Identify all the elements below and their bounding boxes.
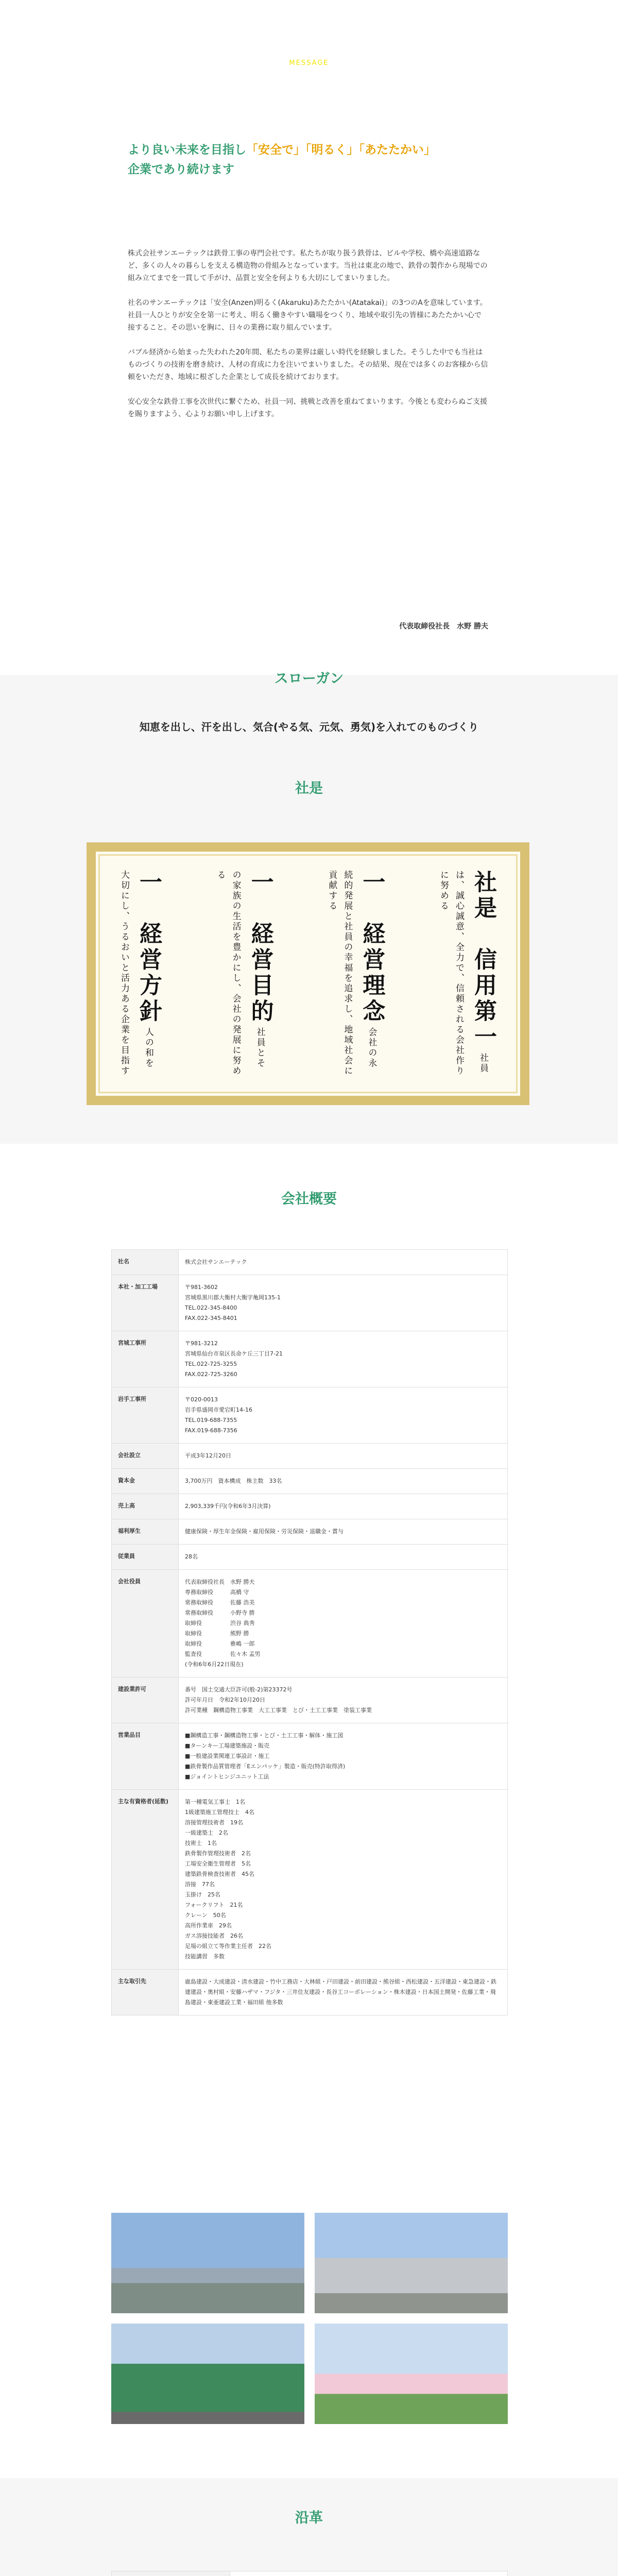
overview-value: ■鋼構造工事・鋼構造物工事・とび・土工工事・解体・施工図 ■ターンキー工場建築施設・販売 ■一般建設業関連工事設計・施工 ■鉄骨製作品質管理者「Eエンパッケ」製造・販売(特許取得済) ■ジョイントヒンジユニット工法 bbox=[179, 1723, 508, 1790]
motto-column bbox=[116, 870, 165, 1077]
heading-bright: 「明るく」 bbox=[305, 143, 359, 157]
history-table bbox=[111, 2571, 508, 2576]
overview-row bbox=[112, 1331, 508, 1387]
overview-value: 28名 bbox=[179, 1545, 508, 1570]
motto-heading: 一 経営方針 bbox=[135, 870, 162, 1025]
motto-text: 社員は、誠心誠意、全力で、信頼される会社作りに努める bbox=[438, 870, 488, 1076]
overview-key: 社名 bbox=[112, 1250, 179, 1275]
motto-heading: 社是 信用第一 bbox=[470, 870, 496, 1050]
history-section bbox=[0, 2478, 618, 2576]
motto-heading: 一 経営理念 bbox=[358, 870, 385, 1025]
overview-key: 従業員 bbox=[112, 1545, 179, 1570]
overview-key: 会社設立 bbox=[112, 1444, 179, 1469]
overview-value: 健康保険・厚生年金保険・雇用保険・労災保険・退職金・賞与 bbox=[179, 1519, 508, 1545]
motto-text: 社員とその家族の生活を豊かにし、会社の発展に努める bbox=[215, 870, 265, 1076]
heading-line2: 企業であり続けます bbox=[128, 163, 234, 176]
message-paragraph: バブル経済から始まった失われた20年間、私たちの業界は厳しい時代を経験しました。そうした中でも当社はものづくりの技術を磨き続け、人材の育成に力を注いでまいりました。その結果、現在では多くのお客様から信頼をいただき、地域に根ざした企業として成長を続けております。 bbox=[128, 348, 488, 381]
overview-value: 番号 国土交通大臣許可(般-2)第23372号 許可年月日 令和2年10月20日 許可業種 鋼構造物工事業 大工工事業 とび・土工工事業 塗装工事業 bbox=[179, 1677, 508, 1723]
motto-certificate bbox=[87, 842, 529, 1105]
overview-key: 建設業許可 bbox=[112, 1677, 179, 1723]
overview-value: 3,700万円 資本構成 株主数 33名 bbox=[179, 1469, 508, 1494]
message-section bbox=[0, 0, 618, 675]
message-heading bbox=[128, 140, 488, 179]
overview-key: 資本金 bbox=[112, 1469, 179, 1494]
factory-photo bbox=[111, 2213, 304, 2313]
slogan-title: スローガン bbox=[274, 671, 344, 687]
overview-row bbox=[112, 1469, 508, 1494]
motto-text: 人の和を大切にし、うるおいと活力ある企業を目指す bbox=[119, 870, 153, 1076]
photo-gallery bbox=[111, 2213, 508, 2424]
overview-value: 鹿島建設・大成建設・清水建設・竹中工務店・大林組・戸田建設・前田建設・熊谷組・西松建設・五洋建設・東急建設・鉄建建設・奥村組・安藤ハザマ・フジタ・三井住友建設・長谷工コーポレーション・株木建設・日本国土開発・佐藤工業・飛島建設・東亜建設工業・福田組 他多数 bbox=[179, 1970, 508, 2015]
message-paragraph: 安心安全な鉄骨工事を次世代に繋ぐため、社員一同、挑戦と改善を重ねてまいります。今後とも変わらぬご支援を賜りますよう、心よりお願い申し上げます。 bbox=[128, 398, 487, 418]
motto-column bbox=[324, 870, 388, 1077]
heading-warm: 「あたたかい」 bbox=[358, 143, 436, 157]
overview-row bbox=[112, 1723, 508, 1790]
overview-key: 主な有資格者(延数) bbox=[112, 1790, 179, 1970]
motto-text: 会社の永続的発展と社員の幸福を追求し、地域社会に貢献する bbox=[327, 870, 377, 1076]
motto-column bbox=[436, 870, 500, 1077]
message-body bbox=[128, 247, 488, 433]
overview-key: 売上高 bbox=[112, 1494, 179, 1519]
overview-row bbox=[112, 1519, 508, 1545]
overview-title: 会社概要 bbox=[281, 1191, 337, 1207]
overview-key: 主な取引先 bbox=[112, 1970, 179, 2015]
overview-key: 営業品目 bbox=[112, 1723, 179, 1790]
message-paragraph: 株式会社サンエーテックは鉄骨工事の専門会社です。私たちが取り扱う鉄骨は、ビルや学校、橋や高速道路など、多くの人々の暮らしを支える構造物の骨組みとなっています。当社は東北の地で、鉄骨の製作から現場での組み立てまでを一貫して手がけ、品質と安全を何よりも大切にしてまいりました。 bbox=[128, 249, 488, 282]
message-label: MESSAGE bbox=[289, 59, 329, 67]
overview-value: 代表取締役社長 水野 勝夫 専務取締役 高橋 守 常務取締役 佐藤 浩美 常務取締役 小野寺 勝 取締役 渋谷 典秀 取締役 熊野 勝 取締役 雅嶋 一郎 監査役 佐々木 孟男 (令和6年6月22日現在) bbox=[179, 1570, 508, 1677]
motto-column bbox=[213, 870, 277, 1077]
overview-value: 〒981-3602 宮城県黒川郡大衡村大衡字亀岡135-1 TEL.022-345-8400 FAX.022-345-8401 bbox=[179, 1275, 508, 1331]
overview-row bbox=[112, 1970, 508, 2015]
overview-key: 本社・加工工場 bbox=[112, 1275, 179, 1331]
slogan-text: 知恵を出し、汗を出し、気合(やる気、元気、勇気)を入れてのものづくり bbox=[139, 721, 479, 733]
motto-heading: 一 経営目的 bbox=[247, 870, 273, 1025]
history-year bbox=[112, 2571, 230, 2576]
overview-key: 宮城工事所 bbox=[112, 1331, 179, 1387]
overview-value: 第一種電気工事士 1名 1級建築施工管理技士 4名 溶接管理技術者 19名 一級建築士 2名 技術士 1名 鉄骨製作管理技術者 2名 工場安全衛生管理者 5名 建築鉄骨検査技術者 45名 溶接 77名 玉掛け 25名 フォークリフト 21名 クレーン 50名 高所作業車 29名 ガス溶接技能者 26名 足場の組立て等作業主任者 22名 技能講習 多数 bbox=[179, 1790, 508, 1970]
message-paragraph: 社名のサンエーテックは「安全(Anzen)明るく(Akaruku)あたたかい(Atatakai)」の3つのAを意味しています。社員一人ひとりが安全を第一に考え、明るく働きやすい職場をつくり、地域や取引先の皆様にあたたかい心で接すること。その思いを胸に、日々の業務に取り組んでいます。 bbox=[128, 299, 487, 332]
overview-row bbox=[112, 1275, 508, 1331]
overview-row bbox=[112, 1387, 508, 1444]
cherry-blossom-photo bbox=[315, 2324, 508, 2424]
overview-row bbox=[112, 1494, 508, 1519]
overview-value: 〒981-3212 宮城県仙台市泉区長命ケ丘三丁目7-21 TEL.022-725-3255 FAX.022-725-3260 bbox=[179, 1331, 508, 1387]
overview-value: 株式会社サンエーテック bbox=[179, 1250, 508, 1275]
overview-row bbox=[112, 1570, 508, 1677]
overview-key: 会社役員 bbox=[112, 1570, 179, 1677]
trucks-photo bbox=[111, 2324, 304, 2424]
history-title: 沿革 bbox=[295, 2510, 323, 2526]
overview-row bbox=[112, 1250, 508, 1275]
company-overview-table bbox=[111, 1249, 508, 2015]
overview-row bbox=[112, 1545, 508, 1570]
history-row bbox=[112, 2571, 508, 2576]
overview-key: 福利厚生 bbox=[112, 1519, 179, 1545]
overview-key: 岩手工事所 bbox=[112, 1387, 179, 1444]
president-signature: 代表取締役社長 水野 勝夫 bbox=[399, 622, 488, 631]
overview-row bbox=[112, 1790, 508, 1970]
overview-value: 2,903,339千円(令和6年3月決算) bbox=[179, 1494, 508, 1519]
overview-row bbox=[112, 1444, 508, 1469]
heading-pre: より良い未来を目指し bbox=[128, 143, 246, 157]
building-photo bbox=[315, 2213, 508, 2313]
overview-row bbox=[112, 1677, 508, 1723]
history-event bbox=[230, 2571, 508, 2576]
motto-title: 社是 bbox=[295, 781, 323, 796]
overview-value: 平成3年12月20日 bbox=[179, 1444, 508, 1469]
overview-value: 〒020-0013 岩手県盛岡市愛宕町14-16 TEL.019-688-7355 FAX.019-688-7356 bbox=[179, 1387, 508, 1444]
heading-safe: 「安全で」 bbox=[246, 143, 305, 157]
